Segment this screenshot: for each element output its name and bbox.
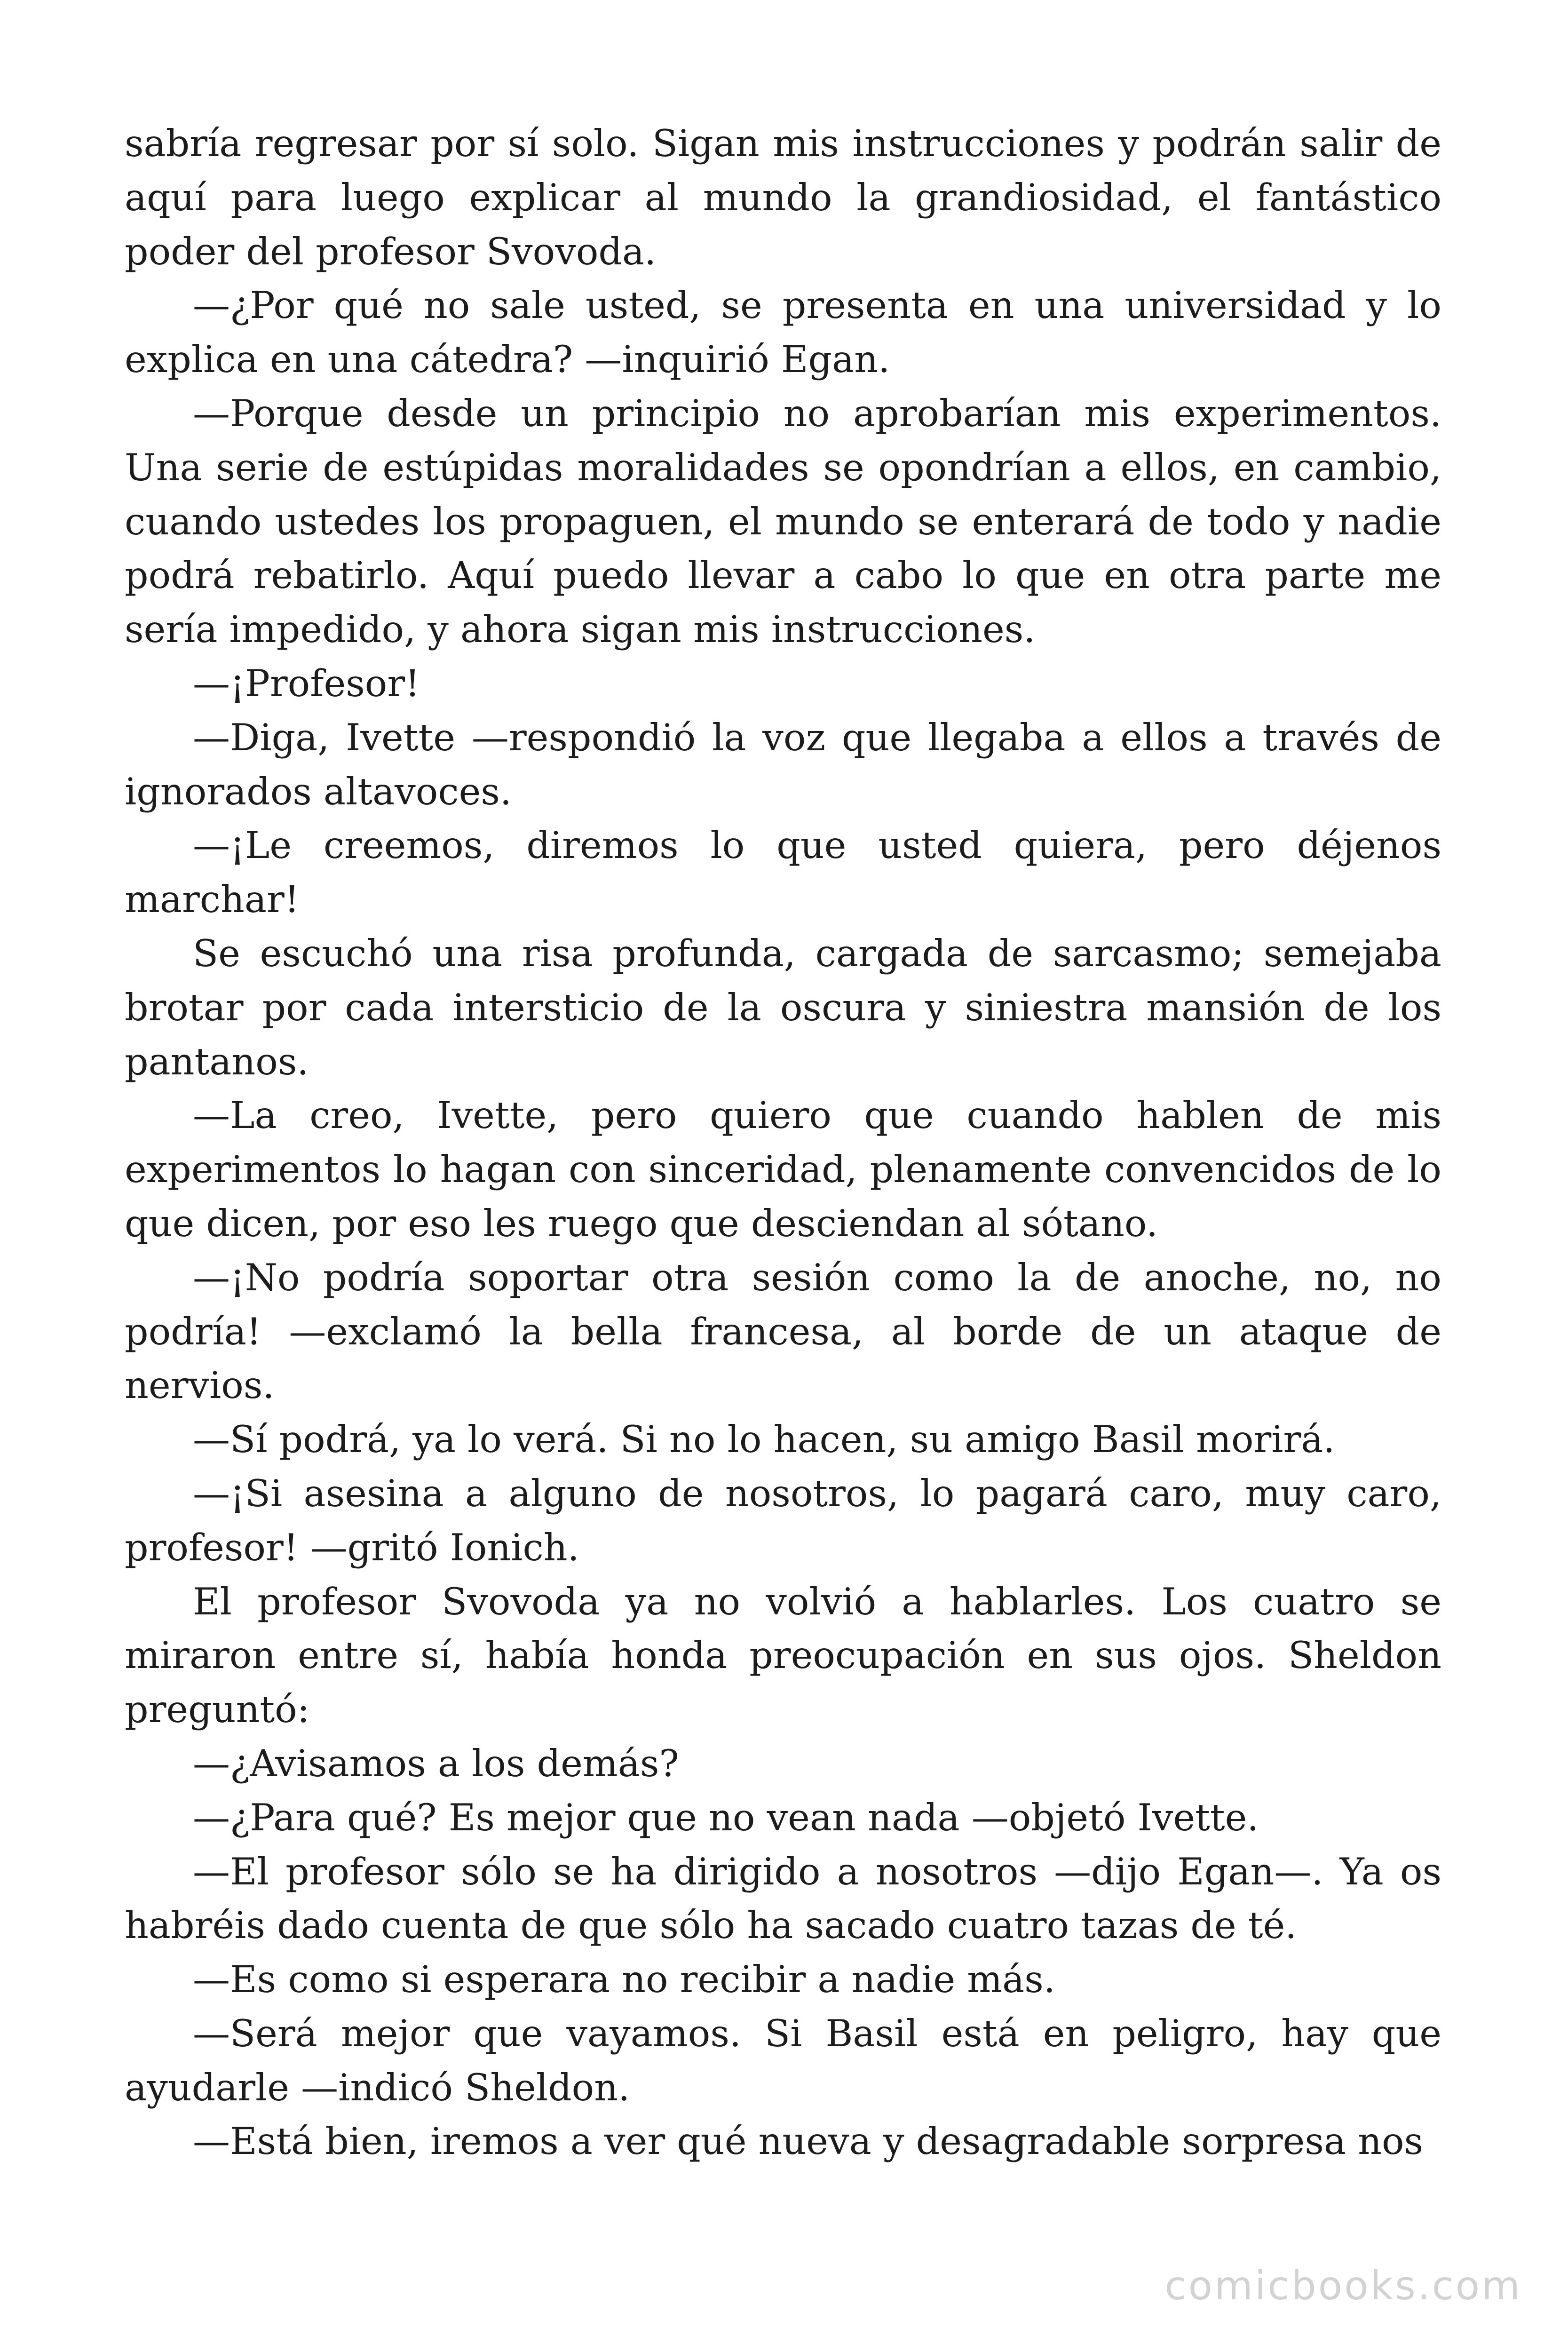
paragraph: —¿Para qué? Es mejor que no vean nada —objetó Ivette. xyxy=(193,1796,1259,1839)
paragraph: Se escuchó una risa profunda, cargada de sarcasmo; semejaba brotar por cada intersticio de la oscura y siniestra mansión de los pantanos. xyxy=(125,931,1441,1083)
paragraph: —¡Profesor! xyxy=(193,661,420,705)
paragraph: El profesor Svovoda ya no volvió a hablarles. Los cuatro se miraron entre sí, había honda preocupación en sus ojos. Sheldon preguntó: xyxy=(125,1580,1441,1732)
paragraph: —¡Le creemos, diremos lo que usted quiera, pero déjenos marchar! xyxy=(125,824,1441,922)
paragraph: —Diga, Ivette —respondió la voz que llegaba a ellos a través de ignorados altavoces. xyxy=(125,715,1441,813)
paragraph: —Es como si esperara no recibir a nadie más. xyxy=(193,1958,1055,2002)
paragraph: —¡Si asesina a alguno de nosotros, lo pagará caro, muy caro, profesor! —gritó Ionich. xyxy=(125,1471,1441,1569)
paragraph: —¿Por qué no sale usted, se presenta en una universidad y lo explica en una cátedra? —inquirió Egan. xyxy=(125,284,1441,381)
paragraph: —Está bien, iremos a ver qué nueva y desagradable sorpresa nos xyxy=(193,2120,1424,2163)
page-body-text xyxy=(125,117,1441,2169)
paragraph: —¡No podría soportar otra sesión como la de anoche, no, no podría! —exclamó la bella francesa, al borde de un ataque de nervios. xyxy=(125,1255,1441,1407)
paragraph: —El profesor sólo se ha dirigido a nosotros —dijo Egan—. Ya os habréis dado cuenta de que sólo ha sacado cuatro tazas de té. xyxy=(125,1850,1441,1947)
paragraph: —La creo, Ivette, pero quiero que cuando hablen de mis experimentos lo hagan con sinceridad, plenamente convencidos de lo que dicen, por eso les ruego que desciendan al sótano. xyxy=(125,1094,1441,1245)
paragraph: —Sí podrá, ya lo verá. Si no lo hacen, su amigo Basil morirá. xyxy=(193,1418,1335,1462)
paragraph: —Será mejor que vayamos. Si Basil está en peligro, hay que ayudarle —indicó Sheldon. xyxy=(125,2011,1441,2109)
paragraph: —Porque desde un principio no aprobarían mis experimentos. Una serie de estúpidas moralidades se opondrían a ellos, en cambio, cuando ustedes los propaguen, el mundo se enterará de todo y nadie podrá rebatirlo. Aquí puedo llevar a cabo lo que en otra parte me sería impedido, y ahora sigan mis instrucciones. xyxy=(125,391,1441,652)
paragraph: —¿Avisamos a los demás? xyxy=(193,1741,679,1785)
paragraph: sabría regresar por sí solo. Sigan mis instrucciones y podrán salir de aquí para luego explicar al mundo la grandiosidad, el fantástico poder del profesor Svovoda. xyxy=(125,122,1441,273)
watermark: comicbooks.com xyxy=(1164,2263,1522,2309)
